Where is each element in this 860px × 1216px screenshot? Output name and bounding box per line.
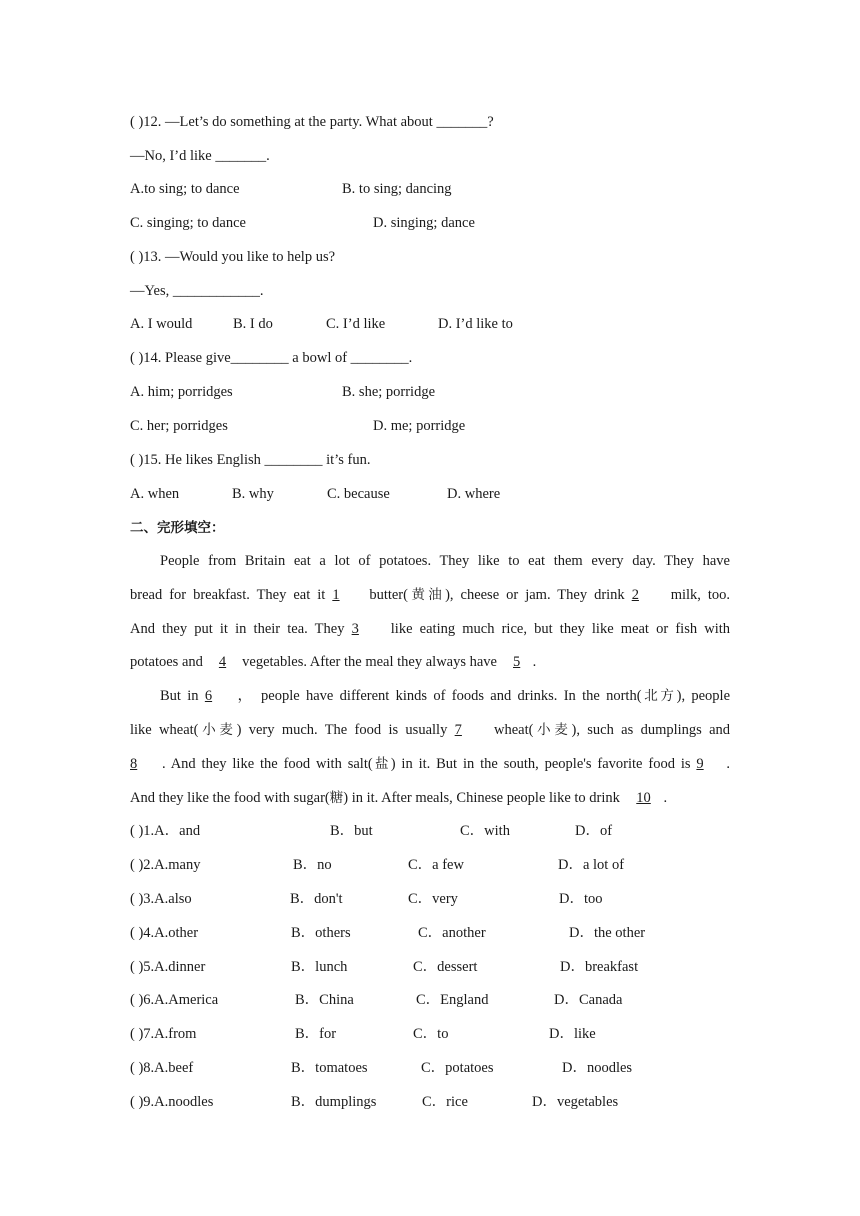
option-d: D．a lot of xyxy=(558,857,625,873)
option-c: C．potatoes xyxy=(421,1060,494,1076)
option-b: B. to sing; dancing xyxy=(342,181,452,197)
passage-line: And they like the food with sugar(糖) in it. After meals, Chinese people like to drink 10 . xyxy=(130,790,668,806)
question-12-stem: ( )12. —Let’s do something at the party. What about _______? xyxy=(130,114,494,130)
option-d: D．of xyxy=(575,823,613,839)
question-13-line2: —Yes, ____________. xyxy=(130,283,264,299)
option-d: D．vegetables xyxy=(532,1094,619,1110)
question-12-line2: —No, I’d like _______. xyxy=(130,148,270,164)
option-c: C．a few xyxy=(408,857,464,873)
question-15-stem: ( )15. He likes English ________ it’s fun. xyxy=(130,452,371,468)
blank-9: 9 xyxy=(696,756,704,772)
cloze-question-4: ( )4.A.other xyxy=(130,925,199,941)
blank-3: 3 xyxy=(351,621,359,637)
option-c: C．rice xyxy=(422,1094,468,1110)
option-b: B．tomatoes xyxy=(291,1060,368,1076)
blank-5: 5 xyxy=(513,654,521,670)
option-d: D．noodles xyxy=(562,1060,633,1076)
cloze-question-6: ( )6.A.America xyxy=(130,992,219,1008)
blank-4: 4 xyxy=(218,654,227,670)
option-b: B. I do xyxy=(233,316,273,332)
option-b: B．no xyxy=(293,857,332,873)
option-a: A.to sing; to dance xyxy=(130,181,240,197)
cloze-question-7: ( )7.A.from xyxy=(130,1026,197,1042)
blank-1: 1 xyxy=(332,587,340,603)
option-b: B．others xyxy=(291,925,351,941)
blank-6: 6 xyxy=(204,688,213,704)
question-13-stem: ( )13. —Would you like to help us? xyxy=(130,249,336,265)
option-d: D. me; porridge xyxy=(373,418,466,434)
passage-line: But in 6 ， people have different kinds of foods and drinks. In the north(北方), people xyxy=(160,688,731,704)
blank-8: 8 xyxy=(130,756,138,772)
blank-10: 10 xyxy=(636,790,651,806)
option-c: C. because xyxy=(327,486,390,502)
option-b: B. why xyxy=(232,486,274,502)
cloze-question-5: ( )5.A.dinner xyxy=(130,959,206,975)
option-b: B．China xyxy=(295,992,354,1008)
question-14-stem: ( )14. Please give________ a bowl of ________. xyxy=(130,350,413,366)
cloze-question-3: ( )3.A.also xyxy=(130,891,192,907)
option-c: C．England xyxy=(416,992,489,1008)
cloze-question-1: ( )1.A．and xyxy=(130,823,201,839)
option-b: B．but xyxy=(330,823,373,839)
option-c: C．very xyxy=(408,891,458,907)
option-b: B．dumplings xyxy=(291,1094,377,1110)
option-c: C. singing; to dance xyxy=(130,215,246,231)
passage-line: like wheat(小麦) very much. The food is usually 7 wheat(小麦), such as dumplings and xyxy=(130,722,731,738)
blank-7: 7 xyxy=(454,722,462,738)
option-d: D．breakfast xyxy=(560,959,639,975)
option-a: A. I would xyxy=(130,316,193,332)
option-d: D．Canada xyxy=(554,992,623,1008)
option-c: C. I’d like xyxy=(326,316,386,332)
cloze-question-8: ( )8.A.beef xyxy=(130,1060,194,1076)
passage-line: People from Britain eat a lot of potatoes. They like to eat them every day. They have xyxy=(160,553,730,569)
option-c: C．another xyxy=(418,925,486,941)
option-d: D. where xyxy=(447,486,501,502)
option-d: D. I’d like to xyxy=(438,316,513,332)
passage-line: bread for breakfast. They eat it 1 butter(黄油), cheese or jam. They drink 2 milk, too. xyxy=(130,587,731,603)
option-a: A. him; porridges xyxy=(130,384,233,400)
option-c: C．with xyxy=(460,823,510,839)
option-d: D．the other xyxy=(569,925,646,941)
section-heading: 二、完形填空： xyxy=(130,520,225,536)
option-b: B. she; porridge xyxy=(342,384,436,400)
option-d: D. singing; dance xyxy=(373,215,475,231)
option-d: D．too xyxy=(559,891,603,907)
option-d: D．like xyxy=(549,1026,596,1042)
option-a: A. when xyxy=(130,486,180,502)
cloze-question-2: ( )2.A.many xyxy=(130,857,201,873)
passage-line: potatoes and 4 vegetables. After the meal they always have 5 . xyxy=(130,654,537,670)
passage-line: And they put it in their tea. They 3 like eating much rice, but they like meat or fish with xyxy=(130,621,731,637)
option-c: C．to xyxy=(413,1026,449,1042)
option-b: B．lunch xyxy=(291,959,348,975)
option-b: B．for xyxy=(295,1026,337,1042)
passage-line: 8 . And they like the food with salt(盐) in it. But in the south, people's favorite food is 9 . xyxy=(130,756,731,772)
blank-2: 2 xyxy=(631,587,639,603)
option-c: C．dessert xyxy=(413,959,478,975)
cloze-question-9: ( )9.A.noodles xyxy=(130,1094,214,1110)
option-b: B．don't xyxy=(290,891,343,907)
option-c: C. her; porridges xyxy=(130,418,228,434)
